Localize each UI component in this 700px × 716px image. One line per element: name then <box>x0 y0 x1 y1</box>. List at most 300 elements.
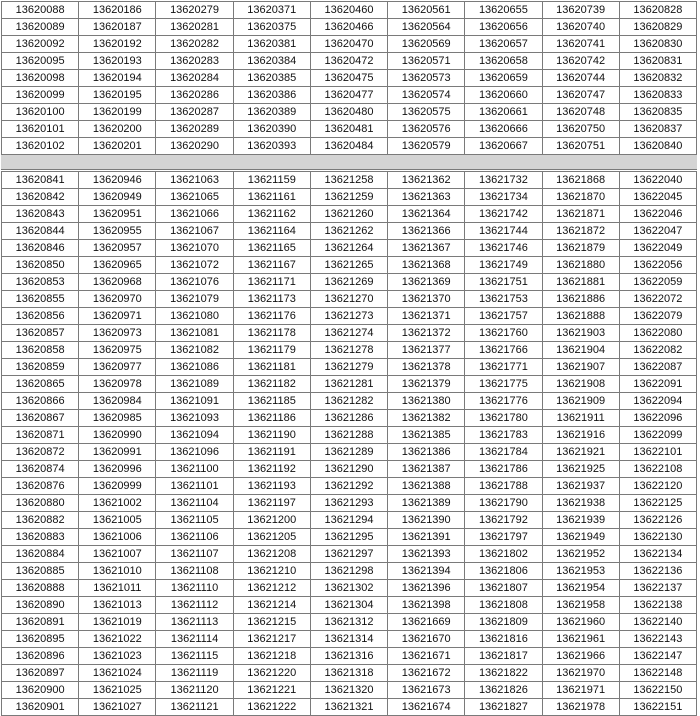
table-cell: 13620895 <box>2 631 79 648</box>
table-cell: 13621027 <box>79 699 156 716</box>
table-cell: 13620985 <box>79 410 156 427</box>
table-cell: 13621212 <box>233 580 310 597</box>
table-cell: 13622079 <box>619 308 696 325</box>
table-cell: 13620666 <box>465 121 542 138</box>
table-cell: 13620480 <box>310 104 387 121</box>
table-cell: 13621161 <box>233 189 310 206</box>
table-cell: 13621200 <box>233 512 310 529</box>
table-cell: 13620750 <box>542 121 619 138</box>
table-cell: 13621190 <box>233 427 310 444</box>
table-cell: 13621916 <box>542 427 619 444</box>
table-cell: 13620866 <box>2 393 79 410</box>
table-row <box>2 257 697 274</box>
table-cell: 13620092 <box>2 36 79 53</box>
table-cell: 13621262 <box>310 223 387 240</box>
table-cell: 13620389 <box>233 104 310 121</box>
table-cell: 13620841 <box>2 172 79 189</box>
table-cell: 13621162 <box>233 206 310 223</box>
table-cell: 13622091 <box>619 376 696 393</box>
table-cell: 13620287 <box>156 104 233 121</box>
table-cell: 13621802 <box>465 546 542 563</box>
table-cell: 13621065 <box>156 189 233 206</box>
table-cell: 13620289 <box>156 121 233 138</box>
table-cell: 13620100 <box>2 104 79 121</box>
table-cell: 13620946 <box>79 172 156 189</box>
table-cell: 13620857 <box>2 325 79 342</box>
table-cell: 13621369 <box>388 274 465 291</box>
table-cell: 13621120 <box>156 682 233 699</box>
table-cell: 13621822 <box>465 665 542 682</box>
table-cell: 13621273 <box>310 308 387 325</box>
table-cell: 13621771 <box>465 359 542 376</box>
table-cell: 13621302 <box>310 580 387 597</box>
table-cell: 13620856 <box>2 308 79 325</box>
table-cell: 13620659 <box>465 70 542 87</box>
table-cell: 13620968 <box>79 274 156 291</box>
table-cell: 13620853 <box>2 274 79 291</box>
table-cell: 13621072 <box>156 257 233 274</box>
table-cell: 13621176 <box>233 308 310 325</box>
table-row <box>2 648 697 665</box>
table-cell: 13621282 <box>310 393 387 410</box>
table-cell: 13621066 <box>156 206 233 223</box>
table-cell: 13621952 <box>542 546 619 563</box>
table-cell: 13621182 <box>233 376 310 393</box>
table-cell: 13620199 <box>79 104 156 121</box>
table-cell: 13621082 <box>156 342 233 359</box>
table-cell: 13621080 <box>156 308 233 325</box>
table-cell: 13620575 <box>388 104 465 121</box>
table-cell: 13620484 <box>310 138 387 155</box>
table-cell: 13620957 <box>79 240 156 257</box>
table-cell: 13620830 <box>619 36 696 53</box>
table-cell: 13620843 <box>2 206 79 223</box>
table-cell: 13620751 <box>542 138 619 155</box>
table-cell: 13620872 <box>2 444 79 461</box>
table-cell: 13620842 <box>2 189 79 206</box>
table-cell: 13621816 <box>465 631 542 648</box>
table-cell: 13620279 <box>156 2 233 19</box>
table-cell: 13622047 <box>619 223 696 240</box>
table-cell: 13621886 <box>542 291 619 308</box>
table-cell: 13621966 <box>542 648 619 665</box>
table-cell: 13621371 <box>388 308 465 325</box>
table-cell: 13620949 <box>79 189 156 206</box>
table-cell: 13621192 <box>233 461 310 478</box>
table-cell: 13622137 <box>619 580 696 597</box>
table-cell: 13620846 <box>2 240 79 257</box>
table-cell: 13620858 <box>2 342 79 359</box>
table-cell: 13620195 <box>79 87 156 104</box>
table-row <box>2 19 697 36</box>
table-cell: 13622059 <box>619 274 696 291</box>
table-cell: 13620386 <box>233 87 310 104</box>
table-cell: 13620193 <box>79 53 156 70</box>
table-cell: 13620748 <box>542 104 619 121</box>
table-row <box>2 342 697 359</box>
table-cell: 13621970 <box>542 665 619 682</box>
table-cell: 13622040 <box>619 172 696 189</box>
table-cell: 13621971 <box>542 682 619 699</box>
table-cell: 13620991 <box>79 444 156 461</box>
table-cell: 13620655 <box>465 2 542 19</box>
table-cell: 13621094 <box>156 427 233 444</box>
table-cell: 13621797 <box>465 529 542 546</box>
table-cell: 13620901 <box>2 699 79 716</box>
table-cell: 13621269 <box>310 274 387 291</box>
table-cell: 13621379 <box>388 376 465 393</box>
table-cell: 13620384 <box>233 53 310 70</box>
table-row <box>2 325 697 342</box>
table-cell: 13620385 <box>233 70 310 87</box>
table-cell: 13620571 <box>388 53 465 70</box>
table-cell: 13621113 <box>156 614 233 631</box>
table-cell: 13621367 <box>388 240 465 257</box>
table-cell: 13621293 <box>310 495 387 512</box>
table-cell: 13621106 <box>156 529 233 546</box>
table-cell: 13621780 <box>465 410 542 427</box>
table-cell: 13620890 <box>2 597 79 614</box>
table-cell: 13620829 <box>619 19 696 36</box>
table-cell: 13621312 <box>310 614 387 631</box>
table-cell: 13621909 <box>542 393 619 410</box>
table-cell: 13621744 <box>465 223 542 240</box>
table-cell: 13621939 <box>542 512 619 529</box>
table-cell: 13620740 <box>542 19 619 36</box>
table-cell: 13620290 <box>156 138 233 155</box>
table-cell: 13621105 <box>156 512 233 529</box>
table-cell: 13620283 <box>156 53 233 70</box>
table-cell: 13621674 <box>388 699 465 716</box>
table-cell: 13621278 <box>310 342 387 359</box>
table-cell: 13621119 <box>156 665 233 682</box>
table-cell: 13621093 <box>156 410 233 427</box>
table-row <box>2 87 697 104</box>
table-cell: 13621372 <box>388 325 465 342</box>
table-cell: 13621314 <box>310 631 387 648</box>
table-cell: 13622150 <box>619 682 696 699</box>
table-cell: 13621258 <box>310 172 387 189</box>
table-cell: 13620661 <box>465 104 542 121</box>
table-cell: 13621908 <box>542 376 619 393</box>
table-cell: 13620855 <box>2 291 79 308</box>
table-cell: 13620282 <box>156 36 233 53</box>
table-cell: 13622080 <box>619 325 696 342</box>
table-cell: 13620660 <box>465 87 542 104</box>
table-cell: 13621806 <box>465 563 542 580</box>
table-cell: 13622138 <box>619 597 696 614</box>
table-cell: 13622134 <box>619 546 696 563</box>
table-cell: 13620883 <box>2 529 79 546</box>
table-cell: 13621960 <box>542 614 619 631</box>
table-cell: 13621070 <box>156 240 233 257</box>
table-cell: 13620744 <box>542 70 619 87</box>
top-table-body <box>2 2 697 155</box>
table-cell: 13621294 <box>310 512 387 529</box>
table-cell: 13620970 <box>79 291 156 308</box>
table-cell: 13621790 <box>465 495 542 512</box>
table-row <box>2 461 697 478</box>
table-cell: 13621023 <box>79 648 156 665</box>
table-cell: 13621024 <box>79 665 156 682</box>
table-cell: 13621868 <box>542 172 619 189</box>
table-row <box>2 274 697 291</box>
table-cell: 13621903 <box>542 325 619 342</box>
table-cell: 13620470 <box>310 36 387 53</box>
table-cell: 13621669 <box>388 614 465 631</box>
table-cell: 13621949 <box>542 529 619 546</box>
table-cell: 13620284 <box>156 70 233 87</box>
table-cell: 13620833 <box>619 87 696 104</box>
table-cell: 13620088 <box>2 2 79 19</box>
table-cell: 13621259 <box>310 189 387 206</box>
table-cell: 13621281 <box>310 376 387 393</box>
table-cell: 13620837 <box>619 121 696 138</box>
table-cell: 13620859 <box>2 359 79 376</box>
table-cell: 13620832 <box>619 70 696 87</box>
table-cell: 13621672 <box>388 665 465 682</box>
table-cell: 13621076 <box>156 274 233 291</box>
table-cell: 13621961 <box>542 631 619 648</box>
table-cell: 13621817 <box>465 648 542 665</box>
table-cell: 13620874 <box>2 461 79 478</box>
table-cell: 13621002 <box>79 495 156 512</box>
table-cell: 13621186 <box>233 410 310 427</box>
table-cell: 13621089 <box>156 376 233 393</box>
table-cell: 13621366 <box>388 223 465 240</box>
table-cell: 13620876 <box>2 478 79 495</box>
table-cell: 13621217 <box>233 631 310 648</box>
table-cell: 13621288 <box>310 427 387 444</box>
table-cell: 13621389 <box>388 495 465 512</box>
table-cell: 13621775 <box>465 376 542 393</box>
table-cell: 13621320 <box>310 682 387 699</box>
table-cell: 13621382 <box>388 410 465 427</box>
table-cell: 13621304 <box>310 597 387 614</box>
table-cell: 13621006 <box>79 529 156 546</box>
table-row <box>2 665 697 682</box>
table-row <box>2 444 697 461</box>
table-row <box>2 682 697 699</box>
table-cell: 13622045 <box>619 189 696 206</box>
table-cell: 13621292 <box>310 478 387 495</box>
table-cell: 13621222 <box>233 699 310 716</box>
table-row <box>2 512 697 529</box>
table-cell: 13620390 <box>233 121 310 138</box>
table-row <box>2 308 697 325</box>
table-cell: 13621388 <box>388 478 465 495</box>
table-cell: 13621362 <box>388 172 465 189</box>
table-cell: 13621063 <box>156 172 233 189</box>
table-cell: 13622056 <box>619 257 696 274</box>
table-cell: 13621809 <box>465 614 542 631</box>
top-number-table <box>1 1 697 155</box>
table-cell: 13620099 <box>2 87 79 104</box>
table-row <box>2 546 697 563</box>
table-row <box>2 53 697 70</box>
table-cell: 13620835 <box>619 104 696 121</box>
table-cell: 13621298 <box>310 563 387 580</box>
table-cell: 13620871 <box>2 427 79 444</box>
table-cell: 13621954 <box>542 580 619 597</box>
table-cell: 13620955 <box>79 223 156 240</box>
table-row <box>2 597 697 614</box>
table-cell: 13621121 <box>156 699 233 716</box>
table-cell: 13620897 <box>2 665 79 682</box>
table-cell: 13621193 <box>233 478 310 495</box>
table-cell: 13620742 <box>542 53 619 70</box>
table-cell: 13620850 <box>2 257 79 274</box>
table-cell: 13622046 <box>619 206 696 223</box>
table-cell: 13621978 <box>542 699 619 716</box>
table-cell: 13620984 <box>79 393 156 410</box>
table-cell: 13621387 <box>388 461 465 478</box>
table-cell: 13620192 <box>79 36 156 53</box>
table-cell: 13622087 <box>619 359 696 376</box>
table-cell: 13620095 <box>2 53 79 70</box>
table-row <box>2 427 697 444</box>
table-cell: 13620996 <box>79 461 156 478</box>
table-cell: 13621938 <box>542 495 619 512</box>
table-cell: 13621385 <box>388 427 465 444</box>
table-cell: 13621911 <box>542 410 619 427</box>
table-cell: 13621904 <box>542 342 619 359</box>
table-cell: 13620101 <box>2 121 79 138</box>
table-cell: 13620475 <box>310 70 387 87</box>
table-cell: 13622120 <box>619 478 696 495</box>
table-cell: 13621112 <box>156 597 233 614</box>
table-cell: 13621215 <box>233 614 310 631</box>
table-cell: 13621115 <box>156 648 233 665</box>
table-cell: 13621907 <box>542 359 619 376</box>
table-row <box>2 410 697 427</box>
table-cell: 13621888 <box>542 308 619 325</box>
table-cell: 13621101 <box>156 478 233 495</box>
table-cell: 13620973 <box>79 325 156 342</box>
table-cell: 13620828 <box>619 2 696 19</box>
table-cell: 13620865 <box>2 376 79 393</box>
table-cell: 13620977 <box>79 359 156 376</box>
table-cell: 13621011 <box>79 580 156 597</box>
table-cell: 13620194 <box>79 70 156 87</box>
table-cell: 13620900 <box>2 682 79 699</box>
table-cell: 13621297 <box>310 546 387 563</box>
table-cell: 13621871 <box>542 206 619 223</box>
table-cell: 13620186 <box>79 2 156 19</box>
table-cell: 13621368 <box>388 257 465 274</box>
table-cell: 13620481 <box>310 121 387 138</box>
table-cell: 13620741 <box>542 36 619 53</box>
table-row <box>2 614 697 631</box>
table-cell: 13622101 <box>619 444 696 461</box>
table-cell: 13621005 <box>79 512 156 529</box>
table-cell: 13621749 <box>465 257 542 274</box>
table-row <box>2 359 697 376</box>
table-cell: 13620561 <box>388 2 465 19</box>
table-cell: 13621746 <box>465 240 542 257</box>
table-cell: 13621734 <box>465 189 542 206</box>
table-cell: 13621826 <box>465 682 542 699</box>
table-cell: 13621205 <box>233 529 310 546</box>
table-cell: 13620466 <box>310 19 387 36</box>
table-cell: 13621742 <box>465 206 542 223</box>
table-cell: 13620657 <box>465 36 542 53</box>
table-cell: 13622094 <box>619 393 696 410</box>
table-row <box>2 393 697 410</box>
table-cell: 13620880 <box>2 495 79 512</box>
table-cell: 13621079 <box>156 291 233 308</box>
table-cell: 13621210 <box>233 563 310 580</box>
table-cell: 13621007 <box>79 546 156 563</box>
table-cell: 13622147 <box>619 648 696 665</box>
table-cell: 13620739 <box>542 2 619 19</box>
table-cell: 13621270 <box>310 291 387 308</box>
table-cell: 13622108 <box>619 461 696 478</box>
table-cell: 13620867 <box>2 410 79 427</box>
table-cell: 13621673 <box>388 682 465 699</box>
table-cell: 13621364 <box>388 206 465 223</box>
table-cell: 13621165 <box>233 240 310 257</box>
table-cell: 13622099 <box>619 427 696 444</box>
table-cell: 13620656 <box>465 19 542 36</box>
table-cell: 13621013 <box>79 597 156 614</box>
table-cell: 13620477 <box>310 87 387 104</box>
table-row <box>2 631 697 648</box>
table-cell: 13621289 <box>310 444 387 461</box>
table-cell: 13621766 <box>465 342 542 359</box>
table-cell: 13620574 <box>388 87 465 104</box>
table-cell: 13621377 <box>388 342 465 359</box>
table-row <box>2 189 697 206</box>
table-cell: 13621178 <box>233 325 310 342</box>
table-cell: 13621757 <box>465 308 542 325</box>
table-cell: 13621394 <box>388 563 465 580</box>
table-cell: 13621191 <box>233 444 310 461</box>
table-cell: 13620573 <box>388 70 465 87</box>
table-cell: 13621221 <box>233 682 310 699</box>
table-row <box>2 529 697 546</box>
table-row <box>2 121 697 138</box>
table-cell: 13620393 <box>233 138 310 155</box>
table-cell: 13620375 <box>233 19 310 36</box>
table-cell: 13621019 <box>79 614 156 631</box>
table-cell: 13621218 <box>233 648 310 665</box>
table-row <box>2 495 697 512</box>
table-cell: 13621318 <box>310 665 387 682</box>
table-cell: 13622082 <box>619 342 696 359</box>
table-cell: 13621108 <box>156 563 233 580</box>
table-cell: 13621110 <box>156 580 233 597</box>
table-cell: 13621197 <box>233 495 310 512</box>
table-cell: 13622096 <box>619 410 696 427</box>
table-cell: 13621295 <box>310 529 387 546</box>
table-cell: 13620579 <box>388 138 465 155</box>
table-cell: 13620472 <box>310 53 387 70</box>
table-cell: 13621164 <box>233 223 310 240</box>
table-cell: 13621067 <box>156 223 233 240</box>
table-cell: 13620371 <box>233 2 310 19</box>
table-row <box>2 478 697 495</box>
table-row <box>2 206 697 223</box>
table-cell: 13621671 <box>388 648 465 665</box>
table-cell: 13620965 <box>79 257 156 274</box>
table-cell: 13621173 <box>233 291 310 308</box>
table-row <box>2 36 697 53</box>
table-cell: 13622130 <box>619 529 696 546</box>
table-cell: 13621807 <box>465 580 542 597</box>
table-cell: 13621870 <box>542 189 619 206</box>
table-cell: 13620460 <box>310 2 387 19</box>
